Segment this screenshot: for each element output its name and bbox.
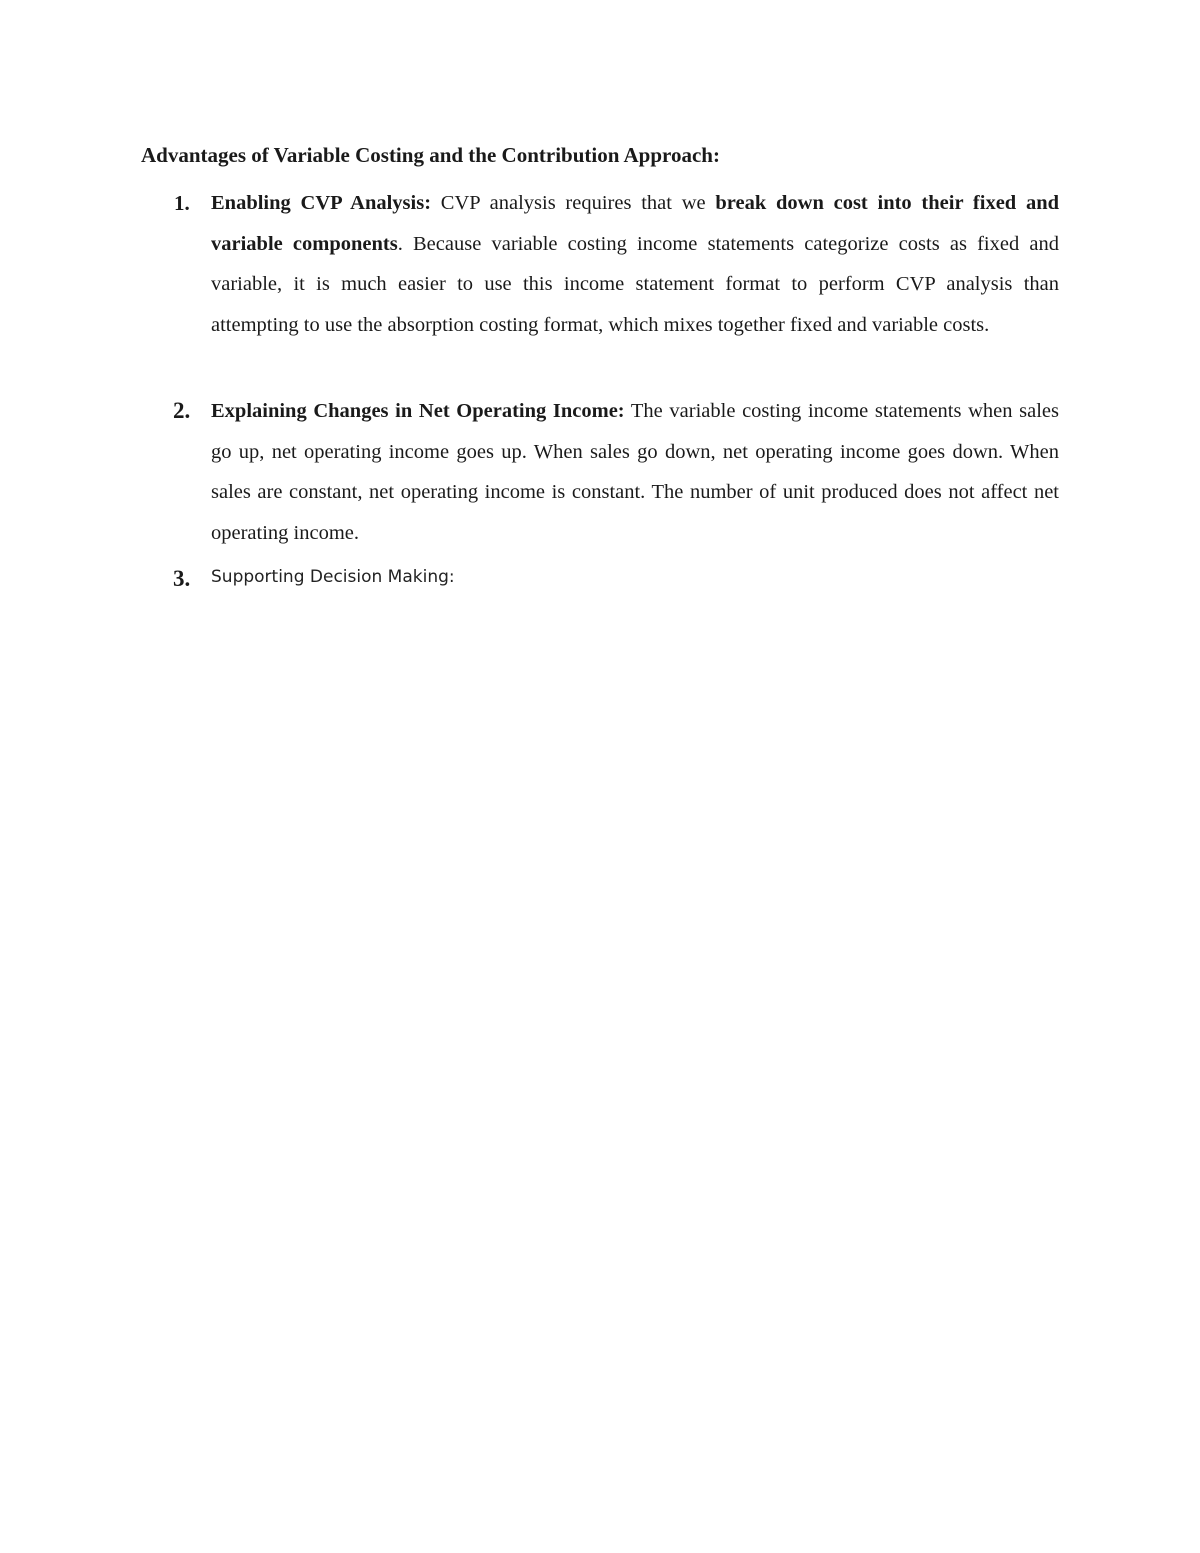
list-item-1-bold-phrase: break down cost into their fixed and variable components [211,192,1059,255]
list-item-3-text [211,559,1059,595]
list-item-2-lead: Explaining Changes in Net Operating Income: [211,400,625,422]
list-number-2: 2. [173,398,191,423]
list-item-1-text-part-1: CVP analysis requires that we [431,192,716,214]
list-item-1-lead: Enabling CVP Analysis: [211,192,432,214]
list-item-2-text-part-1: The variable costing income statements when sales go up, net operating income goes up. When sales go down, net operating income goes down. When sales are constant, net operating income is constant. The number of unit produced does not affect net operating income. [211,400,1060,544]
list-item-1-text [211,183,1059,345]
document-heading: Advantages of Variable Costing and the Contribution Approach: [141,143,720,167]
list-item-2-text [211,391,1059,553]
list-item-3-lead: Supporting Decision Making: [211,567,455,587]
list-number-3: 3. [173,566,191,591]
list-number-1: 1. [174,191,190,215]
list-item-1-text-part-2: . Because variable costing income statements categorize costs as fixed and variable, it is much easier to use this income statement format to perform CVP analysis than attempting to use the absorption costing format, which mixes together fixed and variable costs. [211,232,1059,336]
